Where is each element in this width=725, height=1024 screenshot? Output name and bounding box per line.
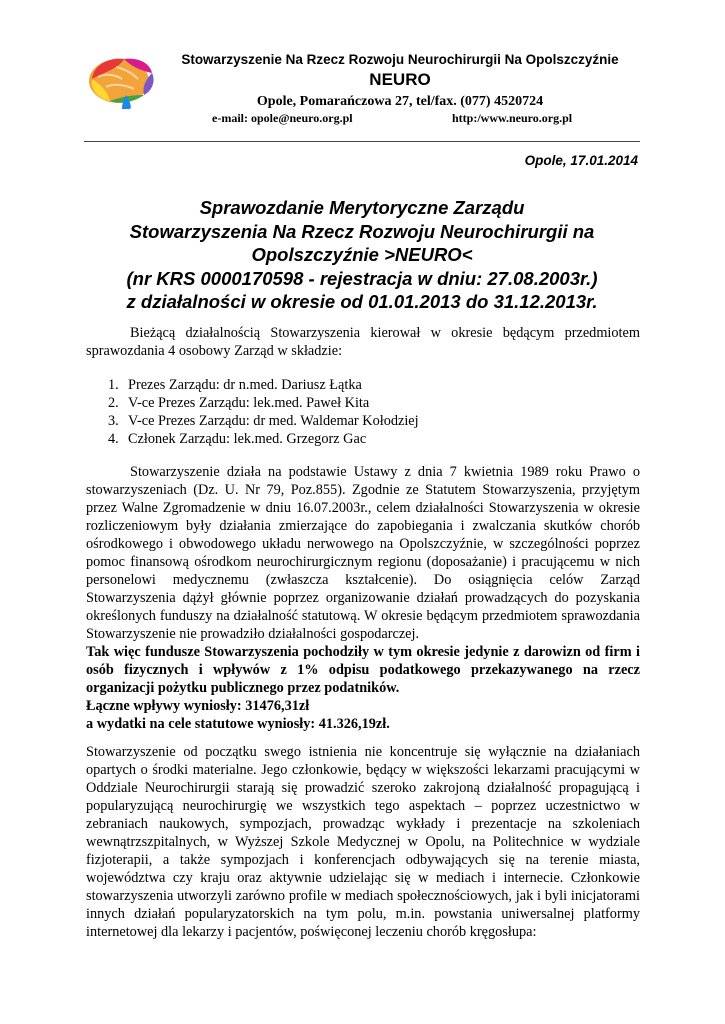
list-text: Członek Zarządu: lek.med. Grzegorz Gac [128,431,367,447]
legal-basis-text: Stowarzyszenie działa na podstawie Ustawy z dnia 7 kwietnia 1989 roku Prawo o stowarzyszeniach (Dz. U. Nr 79, Poz.855). Zgodnie ze Statutem Stowarzyszenia, przyjętym przez Walne Zgromadzenie w dniu 16.07.2003r., celem działalności Stowarzyszenia w okresie rozliczeniowym były działania zmierzające do zapobiegania i zwalczania skutków chorób ośrodkowego i obwodowego układu nerwowego na Opolszczyźnie, w szczególności poprzez pomoc finansową ośrodkom neurochirurgicznym regionu (doposażanie) i pracującemu w nich personelowi medycznemu (zwłaszcza kształcenie). Do osiągnięcia celów Zarząd Stowarzyszenia dążył głównie poprzez organizowanie działań prowadzących do pozyskania określonych funduszy na działalność statutową. W okresie będącym przedmiotem sprawozdania Stowarzyszenie nie prowadziło działalności gospodarczej. [86,464,640,642]
document-date: Opole, 17.01.2014 [524,153,638,168]
organization-email: e-mail: opole@neuro.org.pl [212,111,353,125]
intro-paragraph [86,324,640,360]
total-income: Łączne wpływy wyniosły: 31476,31zł [86,698,310,714]
organization-short-name: NEURO [369,70,431,89]
total-expenses: a wydatki na cele statutowe wyniosły: 41.326,19zł. [86,716,390,732]
list-item [108,430,628,448]
list-number: 4. [108,431,119,447]
list-item [108,376,628,394]
title-line: Stowarzyszenia Na Rzecz Rozwoju Neurochirurgii na [129,220,595,242]
list-text: Prezes Zarządu: dr n.med. Dariusz Łątka [128,377,362,393]
legal-basis-paragraph [86,463,640,643]
title-line: Sprawozdanie Merytoryczne Zarządu [199,197,525,218]
activities-paragraph [86,743,640,941]
list-number: 2. [108,395,119,411]
board-members-list [108,376,628,448]
title-line: (nr KRS 0000170598 - rejestracja w dniu: 27.08.2003r.) [126,267,598,289]
document-title [84,196,640,314]
intro-text: Bieżącą działalnością Stowarzyszenia kierował w okresie będącym przedmiotem sprawozdania 4 osobowy Zarząd w składzie: [86,325,640,359]
list-item [108,412,628,430]
organization-address: Opole, Pomarańczowa 27, tel/fax. (077) 4520724 [256,94,544,109]
header-divider [84,141,640,142]
list-number: 1. [108,377,119,393]
organization-name: Stowarzyszenie Na Rzecz Rozwoju Neurochirurgii Na Opolszczyźnie [181,52,619,67]
list-number: 3. [108,413,119,429]
list-text: V-ce Prezes Zarządu: lek.med. Paweł Kita [128,395,370,411]
title-line: Opolszczyźnie >NEURO< [251,244,473,265]
funds-section [86,643,640,733]
organization-website: http:/www.neuro.org.pl [452,111,573,125]
funds-statement: Tak więc fundusze Stowarzyszenia pochodziły w tym okresie jedynie z darowizn od firm i osób fizycznych i wpływów z 1% odpisu podatkowego przekazywanego na rzecz organizacji pożytku publicznego przez podatników. [86,644,640,696]
list-item [108,394,628,412]
title-line: z działalności w okresie od 01.01.2013 do 31.12.2013r. [126,291,598,312]
activities-text: Stowarzyszenie od początku swego istnienia nie koncentruje się wyłącznie na działaniach opartych o środki materialne. Jego członkowie, będący w większości lekarzami pracującymi w Oddziale Neurochirurgii starają się prowadzić szeroko zakrojoną działalność propagującą i popularyzującą neurochirurgię we wszystkich tego aspektach – poprzez uczestnictwo w zebraniach naukowych, sympozjach, prowadząc wykłady i prezentacje na szkoleniach wewnątrzszpitalnych, w Wyższej Szkole Medycznej w Opolu, na Politechnice w wydziale fizjoterapii, a także sympozjach i konferencjach odbywających się na terenie miasta, województwa czy kraju oraz aktywnie udzielając się w mediach i internecie. Członkowie stowarzyszenia utworzyli zarówno profile w mediach społecznościowych, jak i byli inicjatorami innych działań popularyzatorskich na tym polu, m.in. powstania uniwersalnej platformy internetowej dla lekarzy i pacjentów, poświęconej leczeniu chorób kręgosłupa: [86,744,640,940]
list-text: V-ce Prezes Zarządu: dr med. Waldemar Kołodziej [128,413,419,429]
